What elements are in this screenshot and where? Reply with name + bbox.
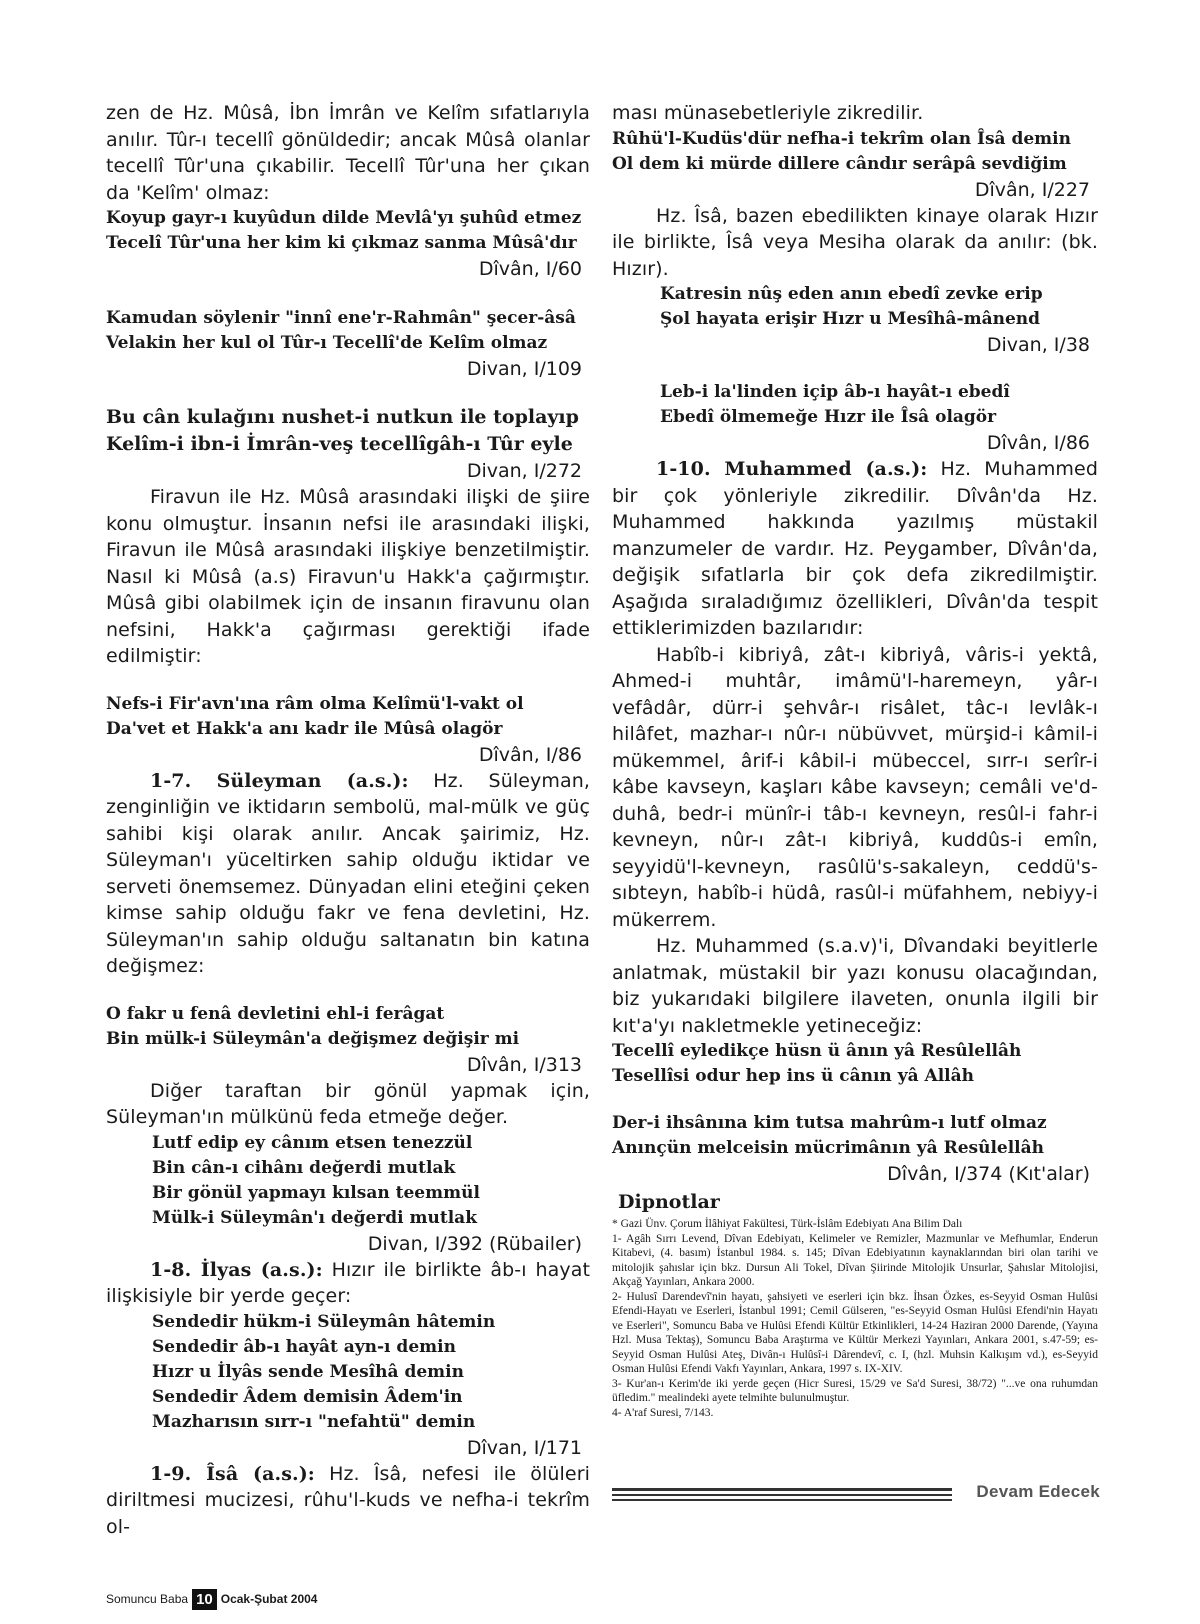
verse-source: Dîvân, I/86 (478, 743, 582, 766)
verse-source: Dîvân, I/374 (Kıt'alar) (887, 1163, 1090, 1185)
section-heading: 1-10. Muhammed (a.s.): (656, 458, 928, 480)
verse-line: Sendedir hükm-i Süleymân hâtemin (152, 1311, 496, 1332)
footnote: 1- Agâh Sırrı Levend, Dîvan Edebiyatı, Kelimeler ve Remizler, Mazmunlar ve Mefhumlar, Enderun Kitabevi, (4. basım) İstanbul 1984. s. 145; Dîvan Edebiyatının kaynaklarından biri olan tarihi ve mitolojik şahıslar için bkz. Dursun Ali Tokel, Dîvan Şiirinde Mitolojik Unsurlar, Şahıslar Mitolojisi, Akçağ Yayınları, Ankara 2000. (612, 1232, 1098, 1288)
paragraph-text: Hızır ile birlikte âb-ı hayat ilişkisiyle bir yerde geçer: (106, 1258, 590, 1307)
continued-label: Devam Edecek (976, 1482, 1100, 1501)
verse-source: Divan, I/272 (466, 460, 582, 482)
verse-line: Tesellîsi odur hep ins ü cânın yâ Allâh (612, 1066, 975, 1086)
verse-line: Ol dem ki mürde dillere cândır serâpâ sevdiğim (612, 153, 1067, 174)
verse-line: Nefs-i Fir'avn'ına râm olma Kelîmü'l-vakt ol (106, 693, 524, 714)
paragraph (106, 768, 590, 980)
verse-line: Lutf edip ey cânım etsen tenezzül (152, 1132, 473, 1153)
divider (612, 1499, 952, 1501)
verse-line: Tecelî Tûr'una her kim ki çıkmaz sanma Mûsâ'dır (106, 233, 577, 253)
verse-line: O fakr u fenâ devletini ehl-i ferâgat (106, 1003, 445, 1024)
paragraph: Diğer taraftan bir gönül yapmak için, Süleyman'ın mülkünü feda etmeğe değer. (106, 1079, 590, 1128)
verse-line: Rûhü'l-Kudüs'dür nefha-i tekrîm olan Îsâ demin (612, 128, 1071, 149)
verse-source: Dîvân, I/313 (466, 1053, 582, 1076)
verse-line: Sendedir âb-ı hayât ayn-ı demin (152, 1336, 456, 1357)
paragraph (106, 1257, 590, 1310)
verse-line: Der-i ihsânına kim tutsa mahrûm-ı lutf olmaz (612, 1113, 1047, 1133)
verse (612, 1039, 1098, 1089)
verse-line: Bu cân kulağını nushet-i nutkun ile toplayıp (106, 406, 579, 428)
paragraph: ması münasebetleriyle zikredilir. (612, 102, 924, 124)
footnote: 2- Hulusî Darendevî'nin hayatı, şahsiyeti ve eserleri için bkz. İhsan Özkes, es-Seyyid Osman Hulûsi Efendi-Hayatı ve Eserleri, İstanbul 1991; Cemil Gülseren, "es-Seyyid Osman Hulûsi Efendi'nin Hayatı ve Eserleri", Somuncu Baba ve Hulûsi Efendi Kültür Etkinlikleri, 14-24 Haziran 2000 Darende, (Yayına Hzl. Musa Tektaş), Somuncu Baba Araştırma ve Kültür Merkezi Yayınları, Ankara 2001, s.47-59; es-Seyyid Osman Hulûsi Ateş, Divân-ı Hulûsî-i Dârendevî, c. I, (hzl. Muhsin Kalkışım vd.), es-Seyyid Osman Hulûsi Efendi Vakfı Yayınları, Ankara, 1997 s. IX-XIV. (612, 1290, 1098, 1375)
section-heading: 1-7. Süleyman (a.s.): (150, 769, 409, 792)
paragraph: Firavun ile Hz. Mûsâ arasındaki ilişki de şiire konu olmuştur. İnsanın nefsi ile arasındaki ilişki, Firavun ile Mûsâ arasındaki ilişkiye benzetilmiştir. Nasıl ki Mûsâ (a.s) Firavun'u Hakk'a çağırmıştır. Mûsâ gibi olabilmek için de insanın firavunu olan nefsini, Hakk'a çağırması gerektiği ifade edilmiştir: (106, 486, 590, 667)
verse-line: Velakin her kul ol Tûr-ı Tecellî'de Kelîm olmaz (106, 333, 548, 353)
verse-source: Dîvân, I/60 (478, 258, 582, 280)
footnote: 3- Kur'an-ı Kerim'de iki yerde geçen (Hicr Suresi, 15/29 ve Sa'd Suresi, 38/72) "...ve ona ruhumdan üfledim." mealindeki ayete telmihte bulunulmuştur. (612, 1377, 1098, 1404)
verse (106, 1310, 590, 1435)
verse-source: Divan, I/392 (Rübailer) (367, 1232, 582, 1255)
verse (106, 404, 590, 458)
verse-line: Şol hayata erişir Hızr u Mesîhâ-mânend (660, 309, 1041, 329)
verse-line: Mazharısın sırr-ı "nefahtü" demin (152, 1411, 476, 1432)
footnotes-title: Dipnotlar (618, 1191, 720, 1213)
divider (612, 1488, 952, 1491)
verse-line: Da'vet et Hakk'a anı kadr ile Mûsâ olagör (106, 718, 503, 739)
verse (612, 127, 1098, 177)
verse (106, 1131, 590, 1231)
verse-line: Hızr u İlyâs sende Mesîhâ demin (152, 1361, 464, 1382)
footnotes (612, 1217, 1098, 1420)
verse (106, 206, 590, 256)
verse-source: Dîvân, I/227 (974, 178, 1090, 201)
paragraph: Habîb-i kibriyâ, zât-ı kibriyâ, vâris-i yektâ, Ahmed-i muhtâr, imâmü'l-haremeyn, yâr-ı vefâdâr, dürr-i şehvâr-ı risâlet, tâc-ı levlâk-ı hilâfet, mazhar-ı nûr-ı nübüvvet, mürşid-i kâmil-i mükemmel, ârif-i kâbil-i mübeccel, sırr-ı serîr-i kâbe kavseyn, kaşları kâbe kavseyn; cemâli ve'd-duhâ, bedr-i münîr-i tâb-ı kevneyn, resûl-i fahr-i kevneyn, nûr-ı zât-ı kibriyâ, kuddûs-i emîn, seyyidü'l-kevneyn, rasûlü's-sakaleyn, ceddü's-sıbteyn, habîb-i hüdâ, rasûl-i müfahhem, nebiyy-i mükerrem. (612, 643, 1098, 931)
verse-line: Mülk-i Süleymân'ı değerdi mutlak (152, 1207, 477, 1228)
verse-line: Sendedir Âdem demisin Âdem'in (152, 1386, 463, 1407)
verse-line: Kamudan söylenir "innî ene'r-Rahmân" şecer-âsâ (106, 308, 576, 328)
verse-source: Divan, I/38 (986, 334, 1090, 356)
paragraph (612, 456, 1098, 642)
verse (106, 1002, 590, 1052)
verse-source: Dîvân, I/86 (986, 432, 1090, 454)
magazine-name: Somuncu Baba (106, 1592, 189, 1606)
paragraph: zen de Hz. Mûsâ, İbn İmrân ve Kelîm sıfatlarıyla anılır. Tûr-ı tecellî gönüldedir; ancak Mûsâ olanlar tecellî Tûr'una çıkabilir. Tecellî Tûr'una her çıkan da 'Kelîm' olmaz: (106, 102, 590, 204)
verse-line: Ebedî ölmemeğe Hızr ile Îsâ olagör (660, 407, 997, 427)
verse (106, 306, 590, 356)
verse-line: Bir gönül yapmayı kılsan teemmül (152, 1182, 480, 1203)
paragraph: Hz. Îsâ, bazen ebedilikten kinaye olarak Hızır ile birlikte, Îsâ veya Mesiha olarak da anılır: (bk. Hızır). (612, 204, 1098, 280)
footnote: 4- A'raf Suresi, 7/143. (612, 1406, 714, 1419)
verse-line: Kelîm-i ibn-i İmrân-veş tecellîgâh-ı Tûr eyle (106, 433, 573, 455)
verse-source: Dîvan, I/171 (466, 1436, 582, 1459)
verse (612, 282, 1098, 332)
verse-source: Divan, I/109 (466, 358, 582, 380)
verse-line: Katresin nûş eden anın ebedî zevke erip (660, 284, 1043, 304)
verse (612, 380, 1098, 430)
section-heading: 1-9. Îsâ (a.s.): (150, 1462, 315, 1485)
paragraph: Hz. Muhammed (s.a.v)'i, Dîvandaki beyitlerle anlatmak, müstakil bir yazı konusu olacağından, biz yukarıdaki bilgilere ilaveten, onunla ilgili bir kıt'a'yı nakletmekle yetineceğiz: (612, 935, 1098, 1037)
section-heading: 1-8. İlyas (a.s.): (150, 1258, 323, 1281)
divider (612, 1494, 952, 1496)
left-column (106, 100, 590, 1540)
verse-line: Leb-i la'linden içip âb-ı hayât-ı ebedî (660, 382, 1010, 402)
verse (612, 1111, 1098, 1161)
verse-line: Koyup gayr-ı kuyûdun dilde Mevlâ'yı şuhûd etmez (106, 208, 582, 228)
paragraph-text: Hz. Îsâ, nefesi ile ölüleri diriltmesi mucizesi, rûhu'l-kuds ve nefha-i tekrîm ol- (106, 1462, 590, 1538)
verse-line: Anınçün melceisin mücrimânın yâ Resûlellâh (612, 1138, 1045, 1158)
verse-line: Bin cân-ı cihânı değerdi mutlak (152, 1157, 456, 1178)
right-column (612, 100, 1098, 1420)
verse-line: Tecellî eyledikçe hüsn ü ânın yâ Resûlellâh (612, 1041, 1022, 1061)
verse-line: Bin mülk-i Süleymân'a değişmez değişir mi (106, 1028, 520, 1049)
paragraph-text: Hz. Muhammed bir çok yönleriyle zikredilir. Dîvân'da Hz. Muhammed hakkında yazılmış müstakil manzumeler de vardır. Hz. Peygamber, Dîvân'da, değişik sıfatlarla bir çok defa zikredilmiştir. Aşağıda sıraladığımız özellikleri, Dîvân'da tespit ettiklerimizden bazılarıdır: (612, 458, 1098, 639)
paragraph-text: Hz. Süleyman, zenginliğin ve iktidarın sembolü, mal-mülk ve güç sahibi kişi olarak anılır. Ancak şairimiz, Hz. Süleyman'ı yüceltirken sahip olduğu iktidar ve serveti önemsemez. Dünyadan elini eteğini çeken kimse sahip olduğu fakr ve fena devletini, Hz. Süleyman'ın sahip olduğu saltanatın bin katına değişmez: (106, 769, 590, 977)
page-footer (106, 1587, 317, 1611)
footnote: * Gazi Ünv. Çorum İlâhiyat Fakültesi, Türk-İslâm Edebiyatı Ana Bilim Dalı (612, 1218, 963, 1230)
verse (106, 692, 590, 742)
issue-date: Ocak-Şubat 2004 (220, 1592, 318, 1606)
page-number: 10 (192, 1589, 217, 1610)
continued-marker (612, 1484, 1100, 1504)
paragraph (106, 1461, 590, 1541)
